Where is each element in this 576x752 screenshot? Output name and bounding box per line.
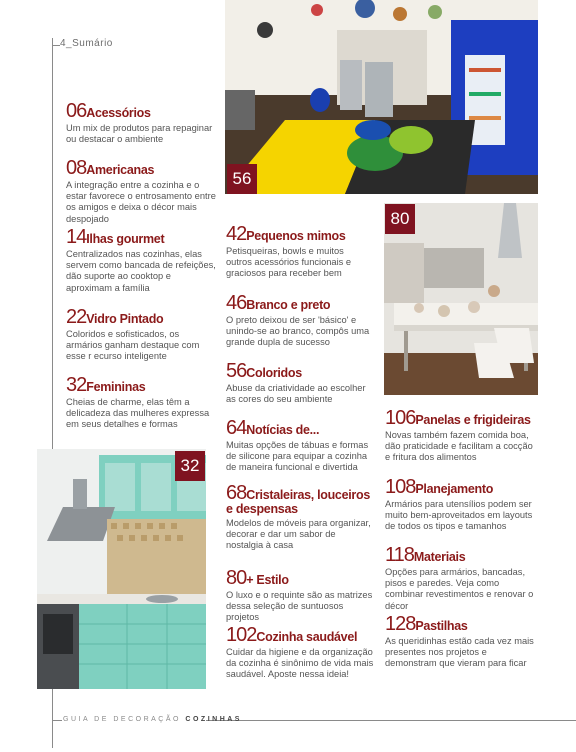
page-badge-32: 32 <box>175 451 205 481</box>
entry-description: Um mix de produtos para repaginar ou destacar o ambiente <box>66 123 213 145</box>
toc-entry-08[interactable] <box>66 158 218 225</box>
entry-page-number: 46 <box>226 292 247 314</box>
toc-entry-68[interactable] <box>226 482 374 552</box>
entry-description: O preto deixou de ser 'básico' e unindo-se ao branco, compôs uma grande dupla de sucesso <box>226 315 370 348</box>
entry-title: Pastilhas <box>415 619 468 633</box>
entry-title: Vidro Pintado <box>86 312 164 326</box>
entry-description: Modelos de móveis para organizar, decorar e dar um sabor de nostalgia à casa <box>226 518 371 551</box>
toc-entry-32[interactable] <box>66 375 216 431</box>
entry-description: Abuse da criatividade ao escolher as cores do seu ambiente <box>226 383 366 405</box>
entry-title: Panelas e frigideiras <box>415 413 531 427</box>
toc-entry-14[interactable] <box>66 227 218 294</box>
footer-rule <box>52 720 62 721</box>
toc-entry-46[interactable] <box>226 293 371 349</box>
entry-page-number: 106 <box>385 407 416 429</box>
toc-entry-06[interactable] <box>66 101 216 145</box>
page-badge-80: 80 <box>385 204 415 234</box>
entry-description: Cheias de charme, elas têm a delicadeza das mulheres expressa em seus detalhes e formas <box>66 397 210 430</box>
entry-title: Americanas <box>86 163 155 177</box>
toc-entry-42[interactable] <box>226 224 371 280</box>
entry-title: Ilhas gourmet <box>86 232 165 246</box>
toc-entry-80[interactable] <box>226 568 374 624</box>
entry-description: Opções para armários, bancadas, pisos e paredes. Veja como combinar revestimentos e renovar o décor <box>385 567 534 611</box>
header-rule <box>52 45 60 46</box>
entry-page-number: 14 <box>66 226 87 248</box>
entry-page-number: 56 <box>226 360 247 382</box>
page-badge-56: 56 <box>227 164 257 194</box>
entry-page-number: 42 <box>226 223 247 245</box>
entry-page-number: 64 <box>226 417 247 439</box>
photo-white-kitchen <box>384 203 538 395</box>
entry-page-number: 118 <box>385 544 414 566</box>
page-header: 4_Sumário <box>60 38 113 49</box>
entry-page-number: 22 <box>66 306 87 328</box>
entry-title: Cristaleiras, louceiros e despensas <box>226 488 370 516</box>
entry-title: Planejamento <box>415 482 494 496</box>
entry-description: Muitas opções de tábuas e formas de silicone para equipar a cozinha de maneira funcional e divertida <box>226 440 369 473</box>
footer-rule-right <box>206 720 576 721</box>
entry-page-number: 128 <box>385 613 416 635</box>
entry-description: Coloridos e sofisticados, os armários ganham destaque com esse r ecurso inteligente <box>66 329 200 362</box>
entry-page-number: 32 <box>66 374 87 396</box>
entry-page-number: 108 <box>385 476 416 498</box>
entry-title: Acessórios <box>86 106 151 120</box>
entry-description: As queridinhas estão cada vez mais presentes nos projetos e demonstram que vieram para ficar <box>385 636 534 669</box>
entry-title: Notícias de... <box>246 423 320 437</box>
photo-colorful-kitchen <box>225 0 538 194</box>
entry-description: Armários para utensílios podem ser muito bem-aproveitados em layouts de todos os tipos e tamanhos <box>385 499 533 532</box>
toc-entry-64[interactable] <box>226 418 374 474</box>
page-footer <box>63 716 242 723</box>
footer-guide: GUIA DE DECORAÇÃO <box>63 716 181 723</box>
footer-section: COZINHAS <box>185 716 242 723</box>
entry-title: Coloridos <box>246 366 302 380</box>
entry-description: O luxo e o requinte são as matrizes dessa seleção de suntuosos projetos <box>226 590 373 623</box>
entry-page-number: 102 <box>226 624 257 646</box>
toc-entry-22[interactable] <box>66 307 216 363</box>
colorful-kitchen-illustration <box>225 0 538 194</box>
entry-page-number: 80 <box>226 567 247 589</box>
entry-description: Cuidar da higiene e da organização da cozinha é sinônimo de vida mais saudável. Aposte nessa ideia! <box>226 647 374 680</box>
entry-page-number: 08 <box>66 157 87 179</box>
entry-description: A integração entre a cozinha e o estar favorece o entrosamento entre os amigos e deixa o décor mais despojado <box>66 180 216 224</box>
entry-title: Materiais <box>413 550 466 564</box>
toc-entry-118[interactable] <box>385 545 537 612</box>
entry-description: Petisqueiras, bowls e muitos outros acessórios funcionais e graciosos para receber bem <box>226 246 352 279</box>
mint-kitchen-illustration <box>37 449 206 689</box>
entry-title: Femininas <box>86 380 146 394</box>
entry-title: + Estilo <box>246 573 289 587</box>
entry-title: Pequenos mimos <box>246 229 346 243</box>
entry-title: Branco e preto <box>246 298 331 312</box>
toc-entry-128[interactable] <box>385 614 537 670</box>
toc-entry-108[interactable] <box>385 477 537 533</box>
entry-description: Novas também fazem comida boa, dão praticidade e facilitam a cocção e fritura dos alimentos <box>385 430 533 463</box>
toc-entry-56[interactable] <box>226 361 371 405</box>
photo-mint-kitchen <box>37 449 206 689</box>
entry-description: Centralizados nas cozinhas, elas servem como bancada de refeições, dão suporte ao cooktop e aproximam a família <box>66 249 216 293</box>
entry-page-number: 68 <box>226 482 247 504</box>
toc-entry-106[interactable] <box>385 408 537 464</box>
entry-title: Cozinha saudável <box>256 630 358 644</box>
toc-entry-102[interactable] <box>226 625 374 681</box>
entry-page-number: 06 <box>66 100 87 122</box>
